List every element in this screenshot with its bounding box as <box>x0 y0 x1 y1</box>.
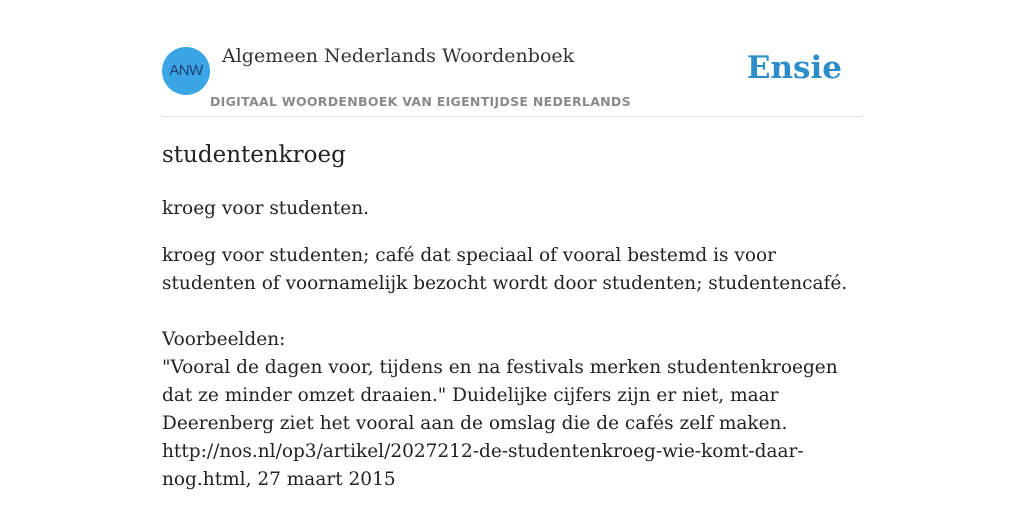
spacer <box>162 298 862 326</box>
full-definition: kroeg voor studenten; café dat speciaal of vooral bestemd is voor studenten of voornamelijk bezocht wordt door studenten; studentencafé. <box>162 245 848 294</box>
example-quote: "Vooral de dagen voor, tijdens en na festivals merken studentenkroegen dat ze minder omzet draaien." Duidelijke cijfers zijn er niet, maar Deerenberg ziet het vooral aan de omslag die de cafés zelf maken. <box>162 357 838 434</box>
example-source: http://nos.nl/op3/artikel/2027212-de-studentenkroeg-wie-komt-daar-nog.html, 27 maart 2015 <box>162 441 804 490</box>
source-subtitle: DIGITAAL WOORDENBOEK VAN EIGENTIJDSE NEDERLANDS <box>210 94 631 109</box>
entry-content <box>162 139 862 494</box>
source-title[interactable]: Algemeen Nederlands Woordenboek <box>222 45 575 67</box>
ensie-brand-logo[interactable]: Ensie <box>746 50 842 86</box>
anw-logo[interactable]: ANW <box>162 47 210 95</box>
examples-label: Voorbeelden: <box>162 329 286 350</box>
header <box>162 0 862 117</box>
entry-term: studentenkroeg <box>162 142 346 168</box>
short-definition: kroeg voor studenten. <box>162 198 370 219</box>
